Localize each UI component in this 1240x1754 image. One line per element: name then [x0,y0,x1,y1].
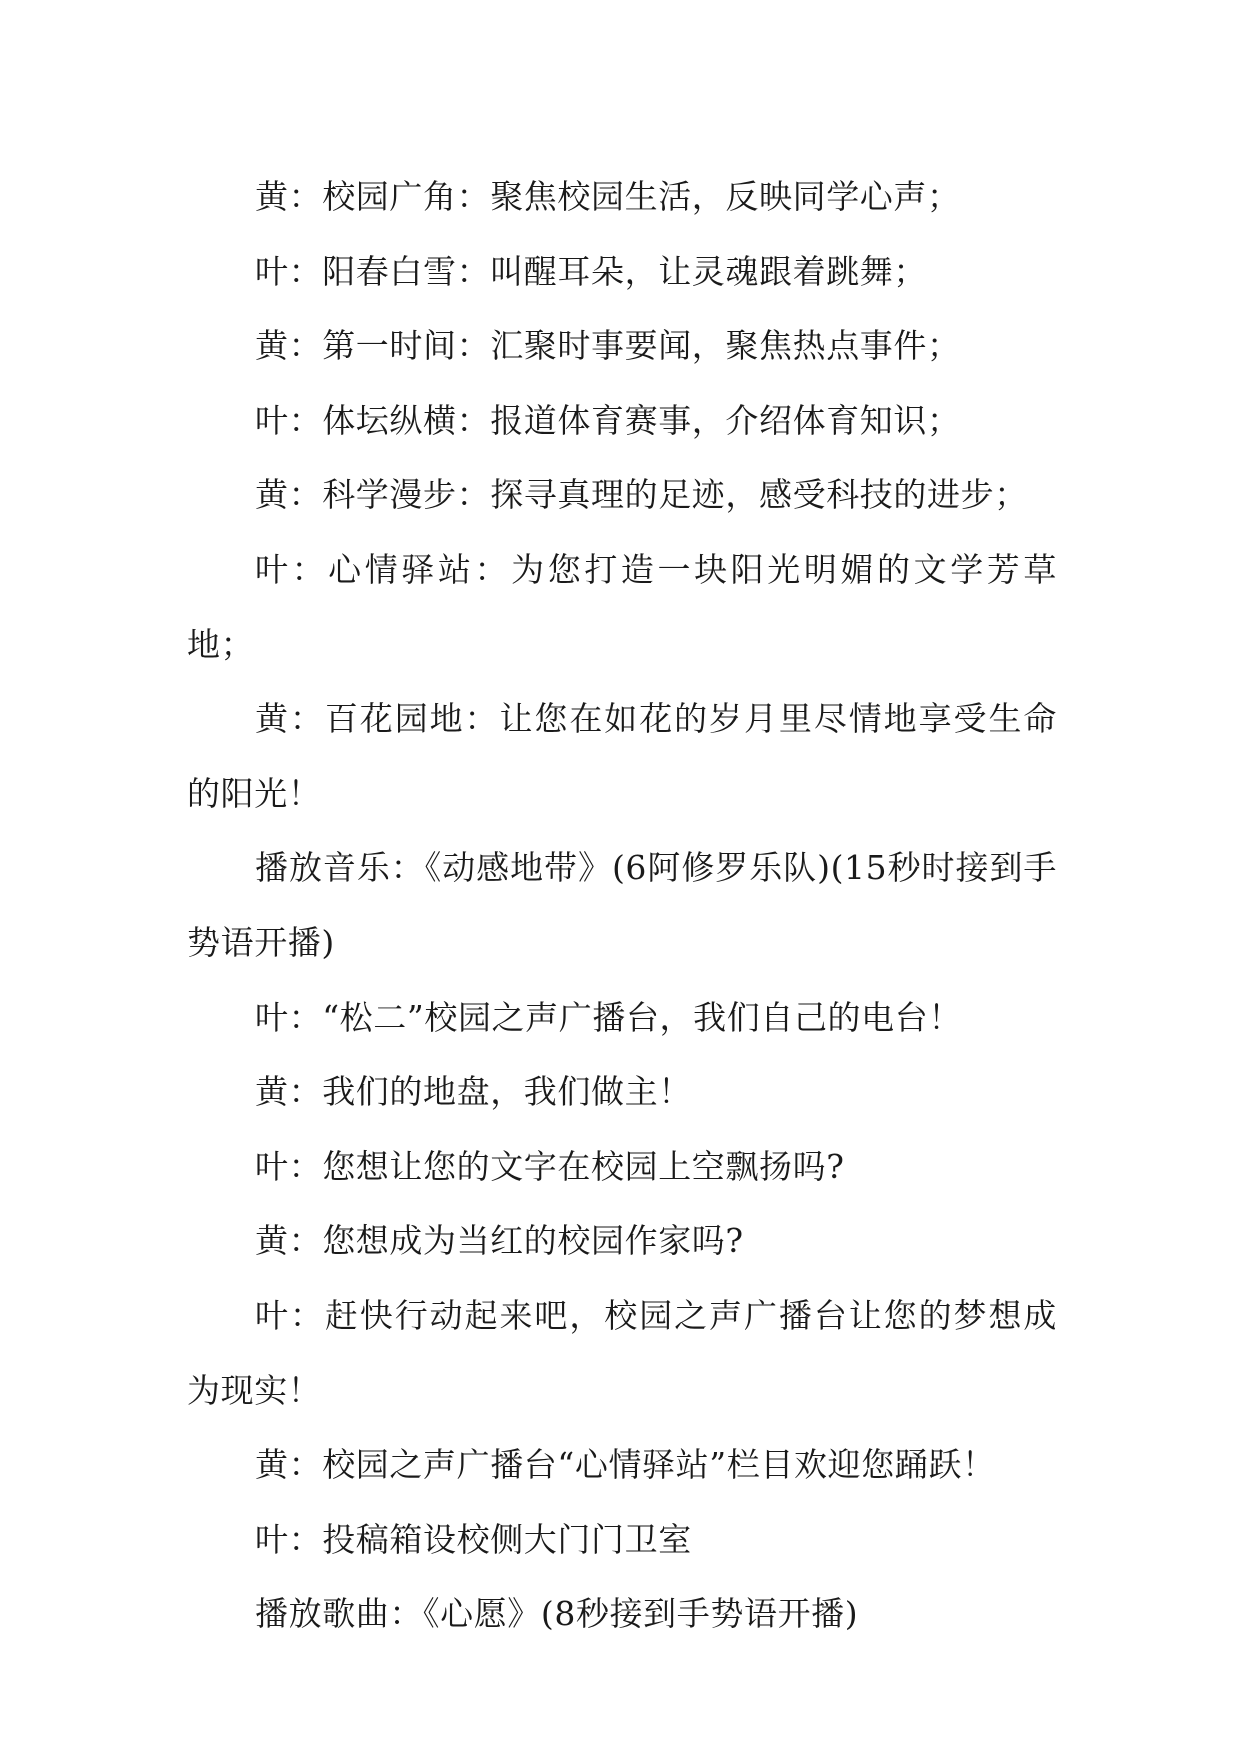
stage-direction-song: 播放歌曲：《心愿》(8秒接到手势语开播) [255,1594,859,1634]
line-huang-our-turf: 黄：我们的地盘，我们做主！ [255,1072,692,1112]
stage-direction-music: 播放音乐：《动感地带》(6阿修罗乐队)(15秒时接到手势语开播) [187,848,1057,962]
script-body [187,160,1057,1652]
line-ye-submission-box: 叶：投稿箱设校侧大门门卫室 [255,1519,692,1559]
line-ye-question-words: 叶：您想让您的文字在校园上空飘扬吗? [255,1146,845,1186]
line-ye-yangchun-baixue: 叶：阳春白雪：叫醒耳朵，让灵魂跟着跳舞； [255,251,927,291]
line-huang-welcome: 黄：校园之声广播台“心情驿站”栏目欢迎您踊跃！ [255,1445,996,1485]
line-ye-take-action: 叶：赶快行动起来吧，校园之声广播台让您的梦想成为现实！ [187,1295,1057,1410]
line-huang-garden: 黄：百花园地：让您在如花的岁月里尽情地享受生命的阳光！ [187,699,1057,813]
line-huang-first-time: 黄：第一时间：汇聚时事要闻，聚焦热点事件； [255,326,961,366]
line-huang-science: 黄：科学漫步：探寻真理的足迹，感受科技的进步； [255,475,1028,515]
line-ye-sports: 叶：体坛纵横：报道体育赛事，介绍体育知识； [255,400,961,440]
line-ye-station-intro: 叶：“松二”校园之声广播台，我们自己的电台！ [255,997,962,1037]
line-huang-campus-corner: 黄：校园广角：聚焦校园生活，反映同学心声； [255,177,961,216]
line-ye-mood-station: 叶：心情驿站：为您打造一块阳光明媚的文学芳草地； [187,549,1057,664]
line-huang-question-writer: 黄：您想成为当红的校园作家吗? [255,1221,744,1261]
